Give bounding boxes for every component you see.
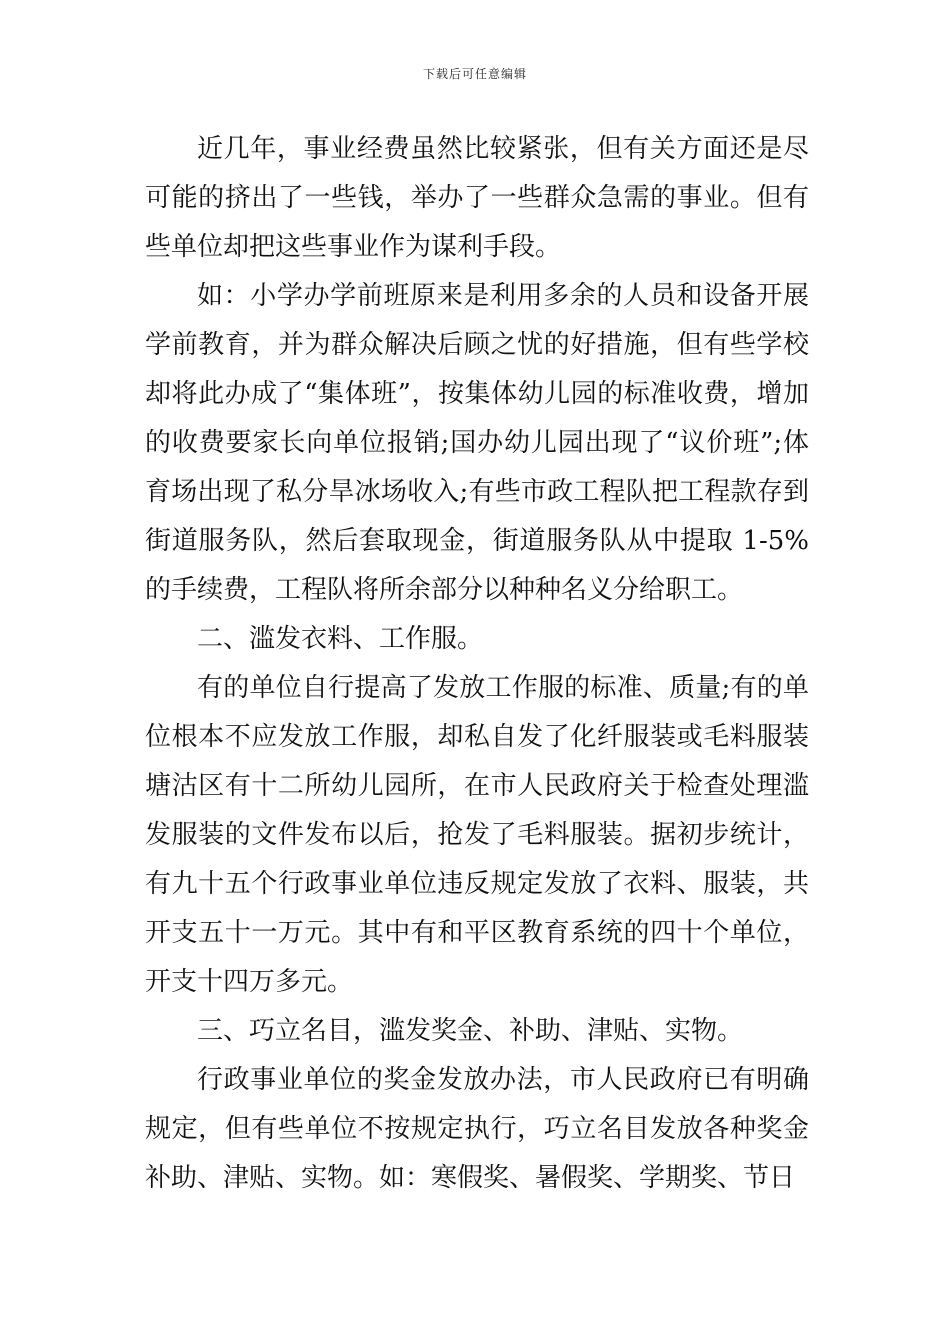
header-note: 下载后可任意编辑 [422,67,527,81]
section-heading-3: 三、巧立名目，滥发奖金、补助、津贴、实物。 [197,1016,744,1046]
paragraph-3: 有的单位自行提高了发放工作服的标准、质量;有的单位根本不应发放工作服，却私自发了化纤服装或毛料服装塘沽区有十二所幼儿园所，在市人民政府关于检查处理滥发服装的文件发布以后，抢发了毛料服装。据初步统计，有九十五个行政事业单位违反规定发放了衣料、服装，共开支五十一万元。其中有和平区教育系统的四十个单位，开支十四万多元。 [145,673,809,997]
body-text [145,125,809,1203]
paragraph-4: 行政事业单位的奖金发放办法，市人民政府已有明确规定，但有些单位不按规定执行，巧立名目发放各种奖金补助、津贴、实物。如：寒假奖、暑假奖、学期奖、节日 [145,1065,809,1193]
paragraph-2: 如：小学办学前班原来是利用多余的人员和设备开展学前教育，并为群众解决后顾之忧的好措施，但有些学校却将此办成了“集体班”，按集体幼儿园的标准收费，增加的收费要家长向单位报销;国办幼儿园出现了“议价班”;体育场出现了私分旱冰场收入;有些市政工程队把工程款存到街道服务队，然后套取现金，街道服务队从中提取 1-5%的手续费，工程队将所余部分以种种名义分给职工。 [145,281,809,605]
section-heading-2: 二、滥发衣料、工作服。 [197,624,484,654]
paragraph-1: 近几年，事业经费虽然比较紧张，但有关方面还是尽可能的挤出了一些钱，举办了一些群众急需的事业。但有些单位却把这些事业作为谋利手段。 [145,134,809,262]
